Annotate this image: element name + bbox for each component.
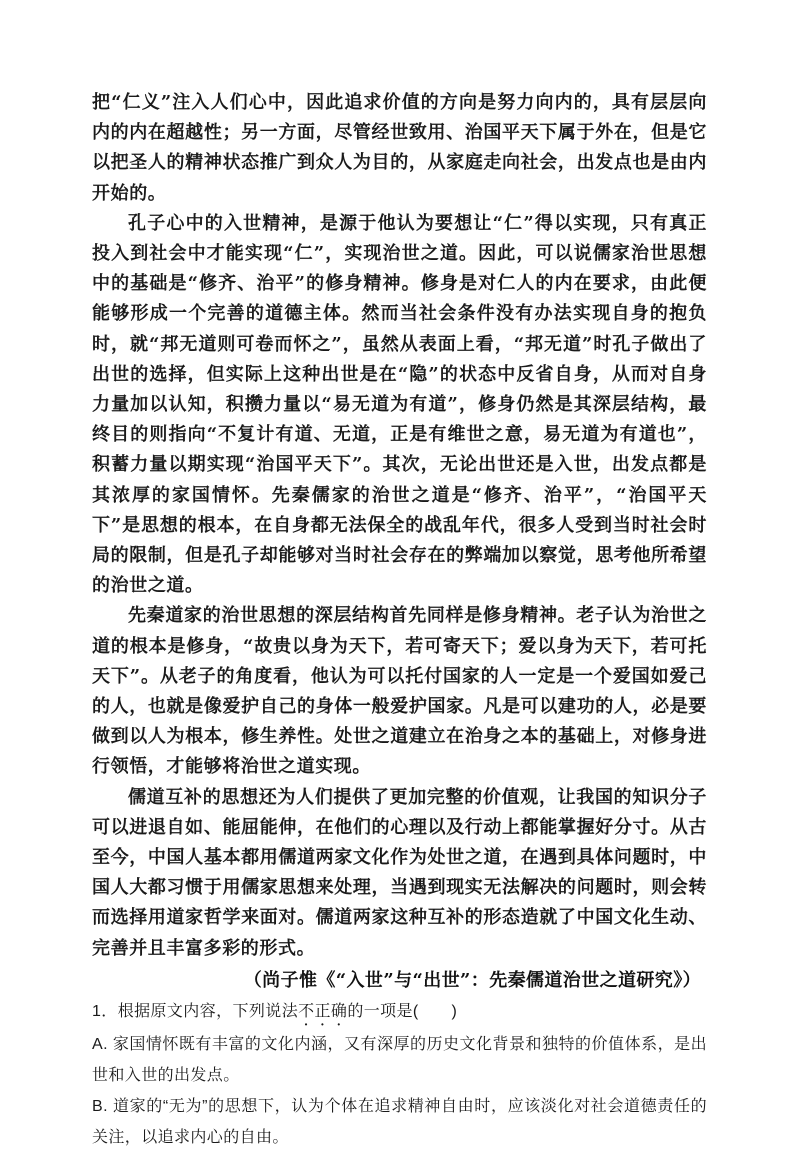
paragraph-2: 孔子心中的入世精神，是源于他认为要想让“仁”得以实现，只有真正投入到社会中才能实现“仁”，实现治世之道。因此，可以说儒家治世思想中的基础是“修齐、治平”的修身精神。修身是对仁人的内在要求，由此便能够形成一个完善的道德主体。然而当社会条件没有办法实现自身的抱负时，就“邦无道则可卷而怀之”，虽然从表面上看，“邦无道”时孔子做出了出世的选择，但实际上这种出世是在“隐”的状态中反省自身，从而对自身力量加以认知，积攒力量以“易无道为有道”，修身仍然是其深层结构，最终目的则指向“不复计有道、无道，正是有维世之意，易无道为有道也”，积蓄力量以期实现“治国平天下”。其次，无论出世还是入世，出发点都是其浓厚的家国情怀。先秦儒家的治世之道是“修齐、治平”，“治国平天下”是思想的根本，在自身都无法保全的战乱年代，很多人受到当时社会时局的限制，但是孔子却能够对当时社会存在的弊端加以察觉，思考他所希望的治世之道。: [92, 212, 707, 597]
paragraph-1: 把“仁义”注入人们心中，因此追求价值的方向是努力向内的，具有层层向内的内在超越性；另一方面，尽管经世致用、治国平天下属于外在，但是它以把圣人的精神状态推广到众人为目的，从家庭走向社会，出发点也是由内开始的。: [92, 92, 707, 204]
question-1-emphasis: 不正确: [298, 1003, 348, 1021]
question-1-prefix: 1．根据原文内容，下列说法: [92, 1003, 299, 1021]
option-b: B. 道家的“无为”的思想下，认为个体在追求精神自由时，应该淡化对社会道德责任的关注，以追求内心的自由。: [92, 1098, 707, 1147]
paragraph-4: 儒道互补的思想还为人们提供了更加完整的价值观，让我国的知识分子可以进退自如、能屈能伸，在他们的心理以及行动上都能掌握好分寸。从古至今，中国人基本都用儒道两家文化作为处世之道，在遇到具体问题时，中国人大都习惯于用儒家思想来处理，当遇到现实无法解决的问题时，则会转而选择用道家哲学来面对。儒道两家这种互补的形态造就了中国文化生动、完善并且丰富多彩的形式。: [92, 786, 707, 959]
option-a: A. 家国情怀既有丰富的文化内涵，又有深厚的历史文化背景和独特的价值体系，是出世和入世的出发点。: [92, 1036, 707, 1085]
reading-passage: [92, 88, 707, 1153]
question-1-suffix: 的一项是( ): [347, 1003, 458, 1021]
question-1: [92, 996, 707, 1029]
paragraph-3: 先秦道家的治世思想的深层结构首先同样是修身精神。老子认为治世之道的根本是修身，“故贵以身为天下，若可寄天下；爱以身为天下，若可托天下”。从老子的角度看，他认为可以托付国家的人一定是一个爱国如爱己的人，也就是像爱护自己的身体一般爱护国家。凡是可以建功的人，必是要做到以人为根本，修生养性。处世之道建立在治身之本的基础上，对修身进行领悟，才能够将治世之道实现。: [92, 605, 707, 778]
source-citation: （尚子惟《“入世”与“出世”：先秦儒道治世之道研究》）: [243, 969, 701, 991]
